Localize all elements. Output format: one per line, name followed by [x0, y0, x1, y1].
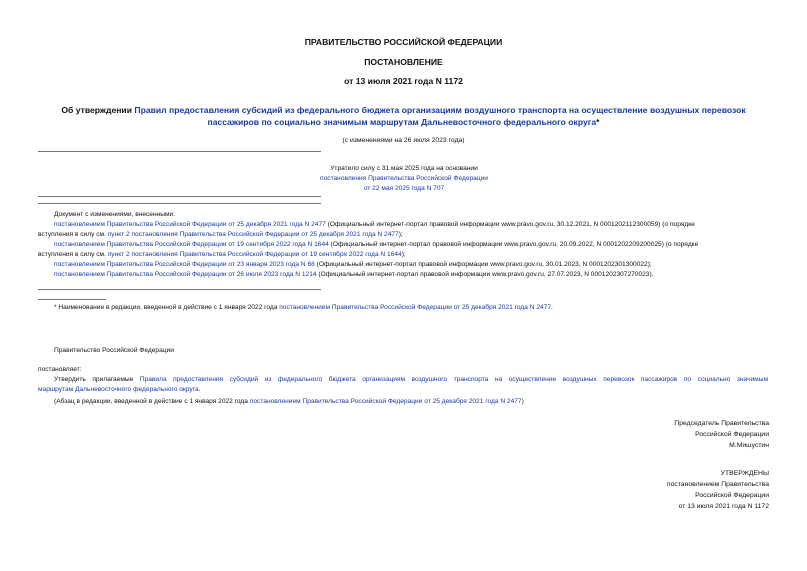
- signature-organization: Российской Федерации: [695, 431, 769, 438]
- change-link[interactable]: постановлением Правительства Российской Федерации от 25 декабря 2021 года N 2477: [54, 221, 326, 228]
- footnote: [54, 303, 768, 313]
- change-item-cont: [38, 230, 768, 240]
- signature-block: [569, 418, 769, 451]
- footnote-link[interactable]: постановлением Правительства Российской Федерации от 25 декабря 2021 года N 2477: [279, 304, 552, 311]
- change-item: [38, 240, 768, 250]
- change-info: (Официальный интернет-портал правовой информации www.pravo.gov.ru, 27.07.2023, N 0001202307270023).: [316, 271, 654, 278]
- approve-paragraph: [38, 375, 768, 395]
- document-title: [40, 104, 767, 128]
- expired-notice: [304, 164, 504, 194]
- change-info: (Официальный интернет-портал правовой информации www.pravo.gov.ru, 30.01.2023, N 0001202301300022);: [314, 261, 652, 268]
- change-point-link[interactable]: пункт 2 постановления Правительства Российской Федерации от 19 сентября 2022 года N 1644: [107, 251, 402, 258]
- change-link[interactable]: постановлением Правительства Российской Федерации от 19 сентября 2022 года N 1644: [54, 241, 329, 248]
- edition-note: (с изменениями на 26 июля 2023 года): [342, 137, 465, 144]
- paragraph-note-end: ): [521, 398, 524, 405]
- approve-end: .: [198, 386, 201, 393]
- change-info: (Официальный интернет-портал правовой информации www.pravo.gov.ru, 30.12.2021, N 0001202112300059) (о порядке: [325, 221, 695, 228]
- change-info: );: [398, 231, 403, 238]
- change-link[interactable]: постановлением Правительства Российской Федерации от 26 июля 2023 года N 1214: [54, 271, 317, 278]
- change-item: [38, 260, 768, 270]
- paragraph-note-link[interactable]: постановлением Правительства Российской Федерации от 25 декабря 2021 года N 2477: [249, 398, 522, 405]
- approved-line: Российской Федерации: [695, 492, 769, 499]
- footnote-text: * Наименование в редакции, введенной в действие с 1 января 2022 года: [54, 304, 280, 311]
- change-link[interactable]: постановлением Правительства Российской Федерации от 23 января 2023 года N 68: [54, 261, 315, 268]
- approved-date: от 13 июля 2021 года N 1172: [678, 503, 769, 510]
- divider-line: [38, 203, 321, 204]
- change-info: );: [401, 251, 406, 258]
- body-government: Правительство Российской Федерации: [54, 347, 174, 354]
- expired-link-date[interactable]: от 22 мая 2025 года N 707: [363, 185, 445, 192]
- footnote-divider: [38, 299, 106, 300]
- change-info: (Официальный интернет-портал правовой информации www.pravo.gov.ru, 20.09.2022, N 0001202209200025) (о порядке: [328, 241, 699, 248]
- title-asterisk: *: [596, 117, 600, 127]
- paragraph-note-text: (Абзац в редакции, введенной в действие с 1 января 2022 года: [54, 398, 250, 405]
- change-item-cont: [38, 250, 768, 260]
- approve-text: Утвердить прилагаемые: [54, 376, 140, 383]
- expired-link[interactable]: постановления Правительства Российской Федерации: [320, 175, 488, 182]
- change-item: [38, 270, 768, 280]
- footnote-end: .: [551, 304, 553, 311]
- title-prefix: Об утверждении: [61, 105, 135, 115]
- expired-text: Утратило силу с 31 мая 2025 года на основании: [330, 165, 478, 172]
- government-heading: ПРАВИТЕЛЬСТВО РОССИЙСКОЙ ФЕДЕРАЦИИ: [304, 37, 503, 47]
- divider-line: [38, 289, 321, 290]
- divider-line: [38, 196, 321, 197]
- signature-name: М.Мишустин: [729, 442, 769, 449]
- change-point-link[interactable]: пункт 2 постановления Правительства Российской Федерации от 25 декабря 2021 года N 2477: [107, 231, 399, 238]
- changes-block: [38, 210, 768, 280]
- document-type: ПОСТАНОВЛЕНИЕ: [364, 57, 443, 67]
- change-item: [38, 220, 768, 230]
- rules-link-cont[interactable]: маршрутам Дальневосточного федерального округа: [38, 386, 199, 393]
- approved-line: постановлением Правительства: [666, 481, 769, 488]
- body-decrees: постановляет:: [38, 366, 82, 373]
- change-info: вступления в силу см.: [38, 231, 108, 238]
- paragraph-note: [54, 397, 768, 407]
- document-date-number: от 13 июля 2021 года N 1172: [344, 76, 463, 86]
- signature-position: Председатель Правительства: [674, 420, 769, 427]
- divider-line: [38, 151, 321, 152]
- change-info: вступления в силу см.: [38, 251, 108, 258]
- rules-link[interactable]: Правила предоставления субсидий из федерального бюджета организациям воздушного транспорта на осуществление воздушных перевозок пассажиров по социально значимым: [139, 376, 768, 383]
- approved-heading: УТВЕРЖДЕНЫ: [720, 470, 769, 477]
- title-link[interactable]: Правил предоставления субсидий из федерального бюджета организациям воздушного транспорта на осуществление воздушных перевозок пассажиров по социально значимым маршрутам Дальневосточного федерального округа: [134, 105, 746, 127]
- changes-intro: Документ с изменениями, внесенными:: [54, 211, 176, 218]
- approved-block: [569, 468, 769, 512]
